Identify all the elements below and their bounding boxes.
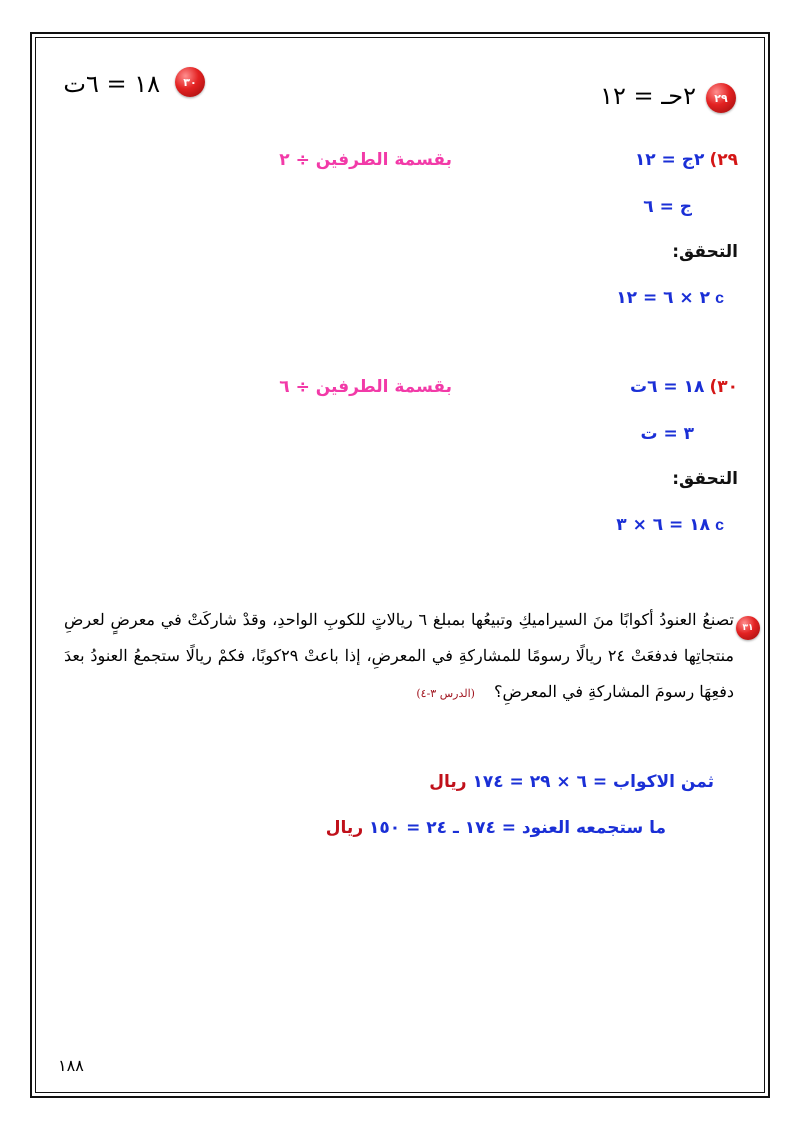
q29-check-line — [616, 288, 738, 308]
q30-check-expression: ١٨ = ٦ × ٣ — [616, 515, 710, 535]
exercise-29-badge-number: ٢٩ — [714, 91, 728, 105]
q29-result: ج = ٦ — [643, 197, 692, 217]
q30-line1 — [630, 377, 738, 397]
q29-number: ٢٩) — [709, 150, 738, 170]
q29-equation: ٢ج = ١٢ — [634, 150, 705, 170]
q30-step-note: بقسمة الطرفين ÷ ٦ — [279, 377, 452, 397]
page-border-inner — [35, 37, 765, 1093]
q30-equation: ١٨ = ٦ت — [630, 377, 705, 397]
exercise-30-badge-number: ٣٠ — [183, 75, 197, 89]
answer-cups-price-text: ثمن الاكواب = ٦ × ٢٩ = ١٧٤ — [472, 772, 714, 792]
answer-net-amount-unit: ريال — [325, 818, 364, 838]
q29-check-expression: ٢ × ٦ = ١٢ — [616, 288, 710, 308]
answer-cups-price-unit: ريال — [429, 772, 467, 792]
exercise-30-badge — [175, 67, 205, 97]
exercise-29-heading-equation: ٢حـ = ١٢ — [600, 82, 696, 110]
exercise-31-badge — [736, 616, 760, 640]
exercise-31-text: تصنعُ العنودُ أكوابًا منَ السيراميكِ وتبيعُها بمبلغ ٦ ريالاتٍ للكوبِ الواحدِ، وقدْ شاركَتْ في معرضٍ لعرضِ منتجاتِها فدفعَتْ ٢٤ ريالًا رسومًا للمشاركةِ في المعرضِ، إذا باعتْ ٢٩كوبًا، فكمْ ريالًا ستجمعُ العنودُ بعدَ دفعِهَا رسومَ المشاركةِ في المعرضِ؟ — [64, 610, 735, 701]
answer-net-amount-text: ما ستجمعه العنود = ١٧٤ ـ ٢٤ = ١٥٠ — [369, 818, 666, 838]
q29-line1 — [635, 150, 738, 170]
check-mark-icon: c — [715, 517, 724, 534]
q30-result: ٣ = ت — [640, 424, 694, 444]
exercise-31-problem — [64, 602, 734, 712]
lesson-reference: (الدرس ٣-٤) — [416, 687, 475, 700]
exercise-30-heading-equation: ١٨ = ٦ت — [63, 70, 160, 98]
exercise-29-badge — [706, 83, 736, 113]
q30-check-line — [616, 515, 738, 535]
q30-check-label: التحقق: — [672, 469, 738, 489]
q29-step-note: بقسمة الطرفين ÷ ٢ — [279, 150, 452, 170]
check-mark-icon: c — [715, 290, 724, 307]
answer-net-amount — [326, 818, 666, 838]
page-number: ١٨٨ — [58, 1056, 84, 1075]
q29-check-label: التحقق: — [672, 242, 738, 262]
exercise-31-badge-number: ٣١ — [742, 623, 754, 633]
q30-number: ٣٠) — [709, 377, 738, 397]
answer-cups-price — [429, 772, 714, 792]
